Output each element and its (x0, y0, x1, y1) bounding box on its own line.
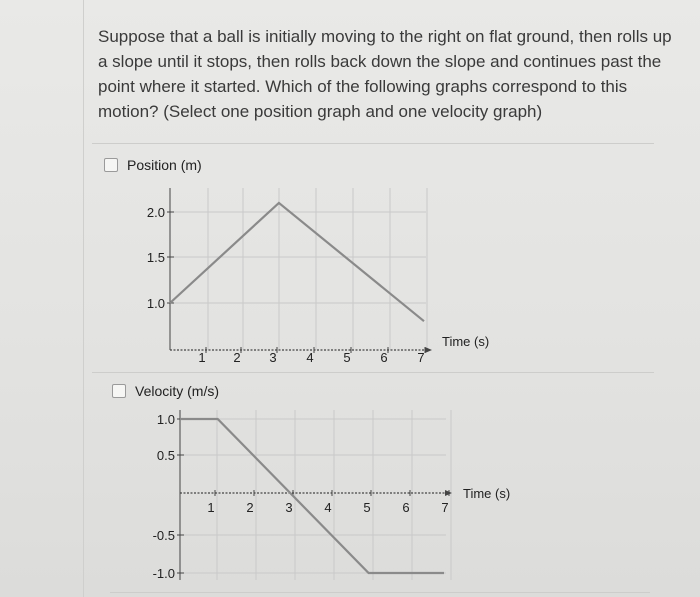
position-option-label: Position (m) (127, 157, 202, 173)
x-axis-title: Time (s) (442, 334, 490, 349)
y-tick-label: -0.5 (152, 528, 175, 543)
x-tick-label: 7 (441, 500, 449, 515)
x-tick-label: 2 (233, 350, 241, 365)
x-tick-label: 5 (343, 350, 351, 365)
x-tick-label: 1 (207, 500, 215, 515)
x-axis-title: Time (s) (463, 486, 511, 501)
velocity-graph (153, 410, 511, 581)
x-tick-label: 6 (380, 350, 388, 365)
series-line (180, 419, 444, 573)
question-text: Suppose that a ball is initially moving to the right on flat ground, then rolls up a slope until it stops, then rolls back down the slope and continues past the point where it started. Which of the following graphs correspond to this motion? (Select one position graph and one velocity graph) (98, 27, 672, 121)
x-tick-label: 3 (269, 350, 277, 365)
x-tick-label: 5 (363, 500, 371, 515)
x-tick-label: 6 (402, 500, 410, 515)
y-tick-label: 1.0 (146, 296, 165, 311)
position-graph (147, 188, 489, 365)
y-tick-label: 0.5 (156, 448, 175, 463)
x-tick-label: 4 (324, 500, 332, 515)
x-tick-label: 4 (306, 350, 314, 365)
x-tick-label: 7 (417, 350, 425, 365)
y-tick-label: 1.5 (146, 250, 165, 265)
x-axis-arrow (425, 347, 432, 353)
y-tick-label: 1.0 (156, 412, 175, 427)
x-tick-label: 2 (246, 500, 254, 515)
x-tick-label: 3 (285, 500, 293, 515)
y-tick-label: 2.0 (146, 205, 165, 220)
x-tick-label: 1 (198, 350, 206, 365)
y-tick-label: -1.0 (152, 566, 175, 581)
velocity-option-label: Velocity (m/s) (135, 383, 220, 399)
